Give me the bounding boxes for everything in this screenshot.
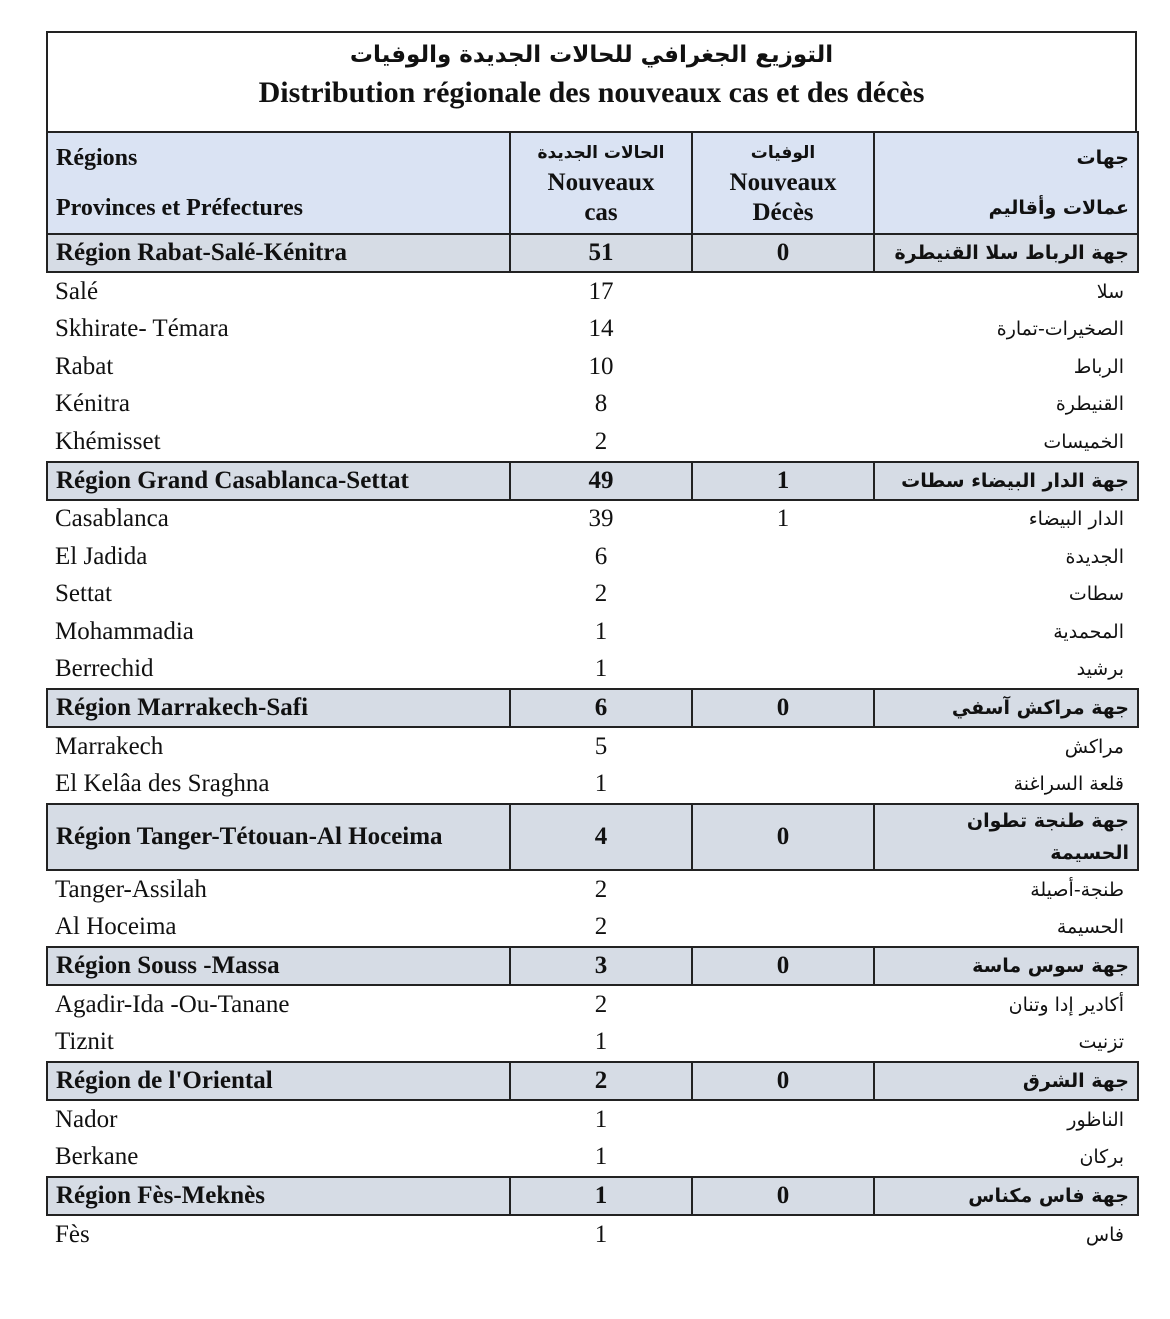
province-name-ar: المحمدية — [1053, 620, 1124, 643]
region-row — [47, 947, 1138, 985]
region-new-deaths: 0 — [692, 689, 874, 727]
distribution-table-sheet — [46, 31, 1137, 1254]
province-name-ar: طنجة-أصيلة — [1030, 878, 1124, 901]
province-new-cases: 8 — [594, 390, 608, 418]
province-name-ar: الدار البيضاء — [1028, 508, 1124, 531]
region-new-deaths: 0 — [692, 804, 874, 870]
province-name-ar: الخميسات — [1043, 430, 1124, 453]
province-new-cases: 2 — [594, 990, 608, 1018]
province-name-ar: قلعة السراغنة — [1013, 773, 1124, 796]
region-row — [47, 1062, 1138, 1100]
province-name-ar: تزنيت — [1078, 1031, 1124, 1054]
province-new-deaths — [692, 538, 874, 576]
region-new-cases: 1 — [510, 1177, 692, 1215]
province-new-cases: 1 — [594, 770, 608, 798]
province-row — [47, 272, 1138, 311]
header-new-deaths-fr-2: Décès — [752, 199, 814, 226]
province-new-deaths — [692, 870, 874, 909]
region-new-cases: 3 — [510, 947, 692, 985]
province-new-cases: 2 — [594, 427, 608, 455]
province-new-cases: 14 — [588, 315, 614, 343]
province-name-fr: Salé — [55, 277, 99, 305]
province-name-ar: الرباط — [1073, 355, 1124, 378]
province-name-ar: مراكش — [1064, 735, 1124, 758]
province-row — [47, 538, 1138, 576]
province-name-fr: El Jadida — [55, 542, 148, 570]
province-new-deaths — [692, 386, 874, 424]
region-new-deaths: 0 — [692, 1177, 874, 1215]
header-provinces-label: Provinces et Préfectures — [56, 195, 303, 221]
region-row — [47, 234, 1138, 272]
region-new-cases: 6 — [510, 689, 692, 727]
province-row — [47, 870, 1138, 909]
region-new-deaths: 0 — [692, 234, 874, 272]
province-new-deaths — [692, 909, 874, 948]
province-row — [47, 651, 1138, 690]
region-row — [47, 462, 1138, 500]
region-name-fr: Région Rabat-Salé-Kénitra — [47, 234, 510, 272]
province-row — [47, 576, 1138, 614]
region-name-fr: Région Souss -Massa — [47, 947, 510, 985]
province-new-deaths — [692, 727, 874, 766]
province-row — [47, 1215, 1138, 1254]
province-row — [47, 311, 1138, 349]
province-name-ar: برشيد — [1076, 658, 1124, 681]
header-new-cases-fr-2: cas — [584, 199, 618, 226]
province-new-cases: 1 — [594, 1028, 608, 1056]
province-new-cases: 10 — [588, 352, 614, 380]
province-row — [47, 423, 1138, 462]
province-new-deaths — [692, 576, 874, 614]
province-row — [47, 766, 1138, 805]
region-new-cases: 51 — [510, 234, 692, 272]
province-new-cases: 1 — [594, 617, 608, 645]
header-regions-label: Régions — [56, 145, 138, 171]
region-new-deaths: 1 — [692, 462, 874, 500]
province-name-ar: أكادير إدا وتنان — [1008, 993, 1124, 1016]
province-name-fr: Casablanca — [55, 505, 169, 533]
province-name-fr: Al Hoceima — [55, 913, 177, 941]
region-name-ar: جهة الدار البيضاء سطات — [874, 462, 1138, 500]
header-regions-fr — [47, 132, 510, 234]
province-name-fr: Tanger-Assilah — [55, 875, 207, 903]
region-new-cases: 4 — [510, 804, 692, 870]
province-name-ar: الحسيمة — [1056, 916, 1124, 939]
region-name-ar: جهة سوس ماسة — [874, 947, 1138, 985]
province-name-fr: El Kelâa des Sraghna — [55, 770, 270, 798]
province-new-deaths: 1 — [776, 505, 790, 533]
province-row — [47, 1024, 1138, 1063]
province-new-cases: 1 — [594, 1105, 608, 1133]
province-new-deaths — [692, 1139, 874, 1178]
header-new-deaths-fr-1: Nouveaux — [729, 169, 837, 196]
header-new-deaths — [692, 132, 874, 234]
province-new-cases: 17 — [588, 277, 614, 305]
province-new-deaths — [692, 1024, 874, 1063]
region-new-cases: 2 — [510, 1062, 692, 1100]
title-french: Distribution régionale des nouveaux cas et des décès — [258, 76, 925, 109]
region-name-ar: جهة مراكش آسفي — [874, 689, 1138, 727]
region-name-fr: Région Marrakech-Safi — [47, 689, 510, 727]
region-name-fr: Région Fès-Meknès — [47, 1177, 510, 1215]
region-new-deaths: 0 — [692, 1062, 874, 1100]
province-name-fr: Mohammadia — [55, 617, 194, 645]
province-new-cases: 39 — [588, 505, 614, 533]
province-name-ar: الجديدة — [1065, 545, 1124, 568]
header-regions-ar — [874, 132, 1138, 234]
region-name-ar: جهة الرباط سلا القنيطرة — [874, 234, 1138, 272]
province-name-ar: سلا — [1096, 280, 1124, 303]
province-new-deaths — [692, 651, 874, 690]
province-new-cases: 2 — [594, 913, 608, 941]
province-name-ar: القنيطرة — [1055, 393, 1124, 416]
province-new-cases: 1 — [594, 1220, 608, 1248]
province-new-deaths — [692, 348, 874, 386]
header-provinces-ar-label: عمالات وأقاليم — [988, 197, 1129, 219]
region-row — [47, 804, 1138, 870]
province-name-ar: الناظور — [1067, 1108, 1124, 1131]
province-new-cases: 2 — [594, 580, 608, 608]
province-row — [47, 613, 1138, 651]
province-name-fr: Berkane — [55, 1143, 139, 1171]
province-row — [47, 348, 1138, 386]
province-row — [47, 1139, 1138, 1178]
province-new-deaths — [692, 613, 874, 651]
province-name-fr: Kénitra — [55, 390, 130, 418]
province-new-cases: 5 — [594, 732, 608, 760]
province-new-deaths — [692, 766, 874, 805]
province-name-fr: Rabat — [55, 352, 114, 380]
province-row — [47, 500, 1138, 539]
region-name-fr: Région Tanger-Tétouan-Al Hoceima — [47, 804, 510, 870]
regional-distribution-table — [46, 131, 1139, 1254]
province-new-cases: 2 — [594, 875, 608, 903]
province-name-fr: Fès — [55, 1220, 90, 1248]
province-row — [47, 1100, 1138, 1139]
province-new-cases: 6 — [594, 542, 608, 570]
province-new-deaths — [692, 985, 874, 1024]
province-row — [47, 985, 1138, 1024]
province-new-cases: 1 — [594, 1143, 608, 1171]
province-name-ar: الصخيرات-تمارة — [996, 318, 1124, 341]
province-name-fr: Settat — [55, 580, 112, 608]
province-new-deaths — [692, 423, 874, 462]
header-new-cases-ar: الحالات الجديدة — [537, 143, 665, 163]
region-name-fr: Région Grand Casablanca-Settat — [47, 462, 510, 500]
province-new-deaths — [692, 1215, 874, 1254]
province-new-deaths — [692, 1100, 874, 1139]
province-name-fr: Agadir-Ida -Ou-Tanane — [55, 990, 290, 1018]
province-name-ar: بركان — [1079, 1146, 1124, 1169]
province-name-fr: Tiznit — [55, 1028, 114, 1056]
province-row — [47, 386, 1138, 424]
region-new-deaths: 0 — [692, 947, 874, 985]
province-name-fr: Berrechid — [55, 655, 154, 683]
province-name-ar: فاس — [1085, 1223, 1124, 1246]
province-row — [47, 909, 1138, 948]
province-name-fr: Skhirate- Témara — [55, 315, 229, 343]
header-new-cases — [510, 132, 692, 234]
region-new-cases: 49 — [510, 462, 692, 500]
province-row — [47, 727, 1138, 766]
province-name-fr: Khémisset — [55, 427, 161, 455]
header-new-deaths-ar: الوفيات — [750, 143, 816, 163]
province-new-deaths — [692, 272, 874, 311]
header-regions-ar-label: جهات — [1076, 147, 1129, 169]
province-new-cases: 1 — [594, 655, 608, 683]
table-header-row — [47, 132, 1138, 234]
region-name-fr: Région de l'Oriental — [47, 1062, 510, 1100]
header-new-cases-fr-1: Nouveaux — [547, 169, 655, 196]
province-name-fr: Marrakech — [55, 732, 164, 760]
region-row — [47, 689, 1138, 727]
province-new-deaths — [692, 311, 874, 349]
region-name-ar: جهة الشرق — [874, 1062, 1138, 1100]
region-name-ar: جهة طنجة تطوان الحسيمة — [874, 804, 1138, 870]
title-arabic: التوزيع الجغرافي للحالات الجديدة والوفيات — [349, 42, 834, 68]
province-name-ar: سطات — [1068, 583, 1124, 606]
region-name-ar: جهة فاس مكناس — [874, 1177, 1138, 1215]
province-name-fr: Nador — [55, 1105, 118, 1133]
region-row — [47, 1177, 1138, 1215]
title-box — [46, 31, 1137, 131]
